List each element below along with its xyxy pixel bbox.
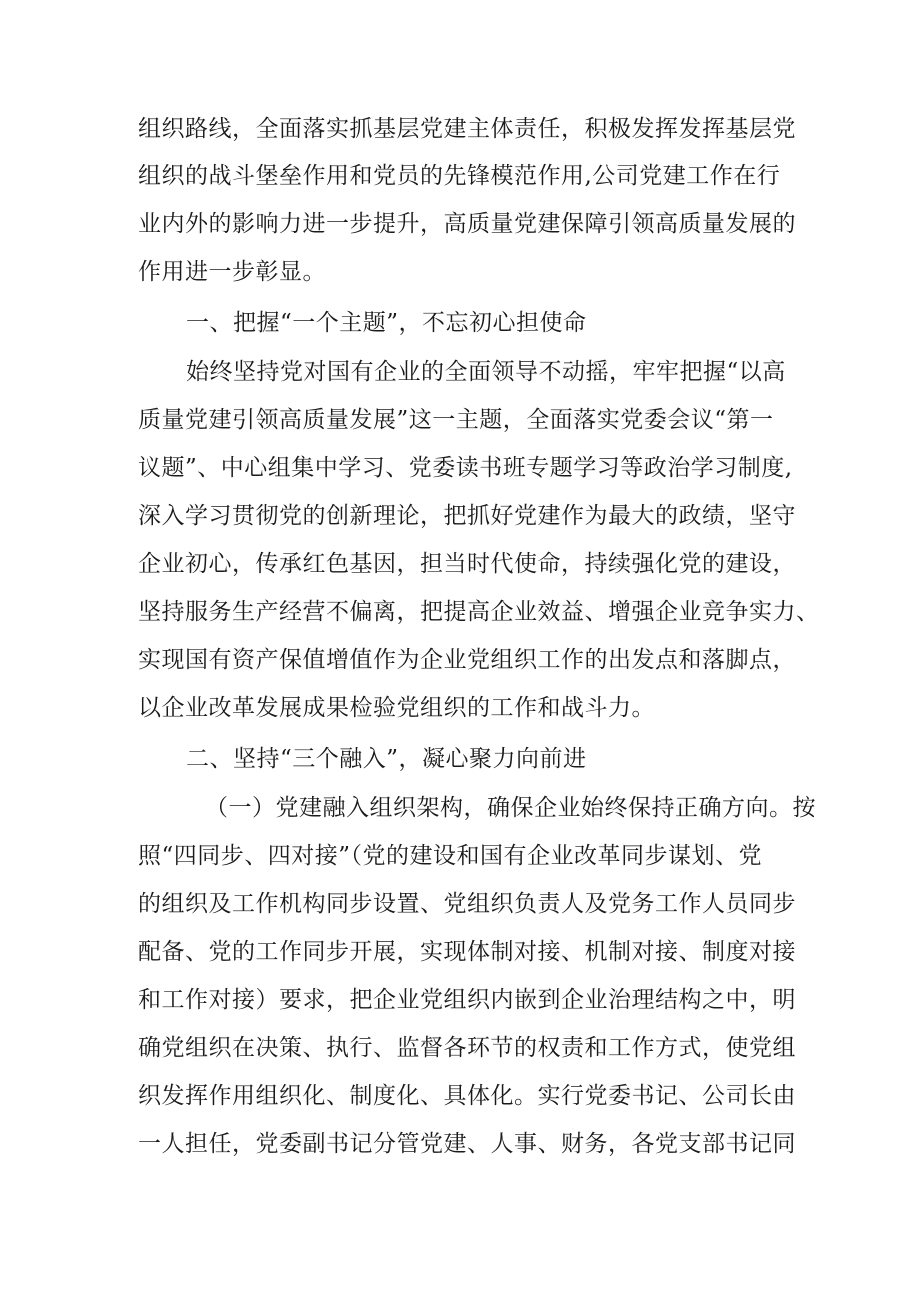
body-text-line: 议题”、中心组集中学习、党委读书班专题学习等政治学习制度, [138, 455, 793, 481]
body-text-line: 确党组织在决策、执行、监督各环节的权责和工作方式，使党组 [138, 1035, 796, 1061]
body-text-line: 织发挥作用组织化、制度化、具体化。实行党委书记、公司长由 [138, 1083, 796, 1109]
body-text-line: 组织路线，全面落实抓基层党建主体责任，积极发挥发挥基层党 [138, 116, 796, 142]
body-text-line: 以企业改革发展成果检验党组织的工作和战斗力。 [138, 695, 655, 721]
body-text-line: 深入学习贯彻党的创新理论，把抓好党建作为最大的政绩，坚守 [138, 503, 796, 529]
body-text-line: 组织的战斗堡垒作用和党员的先锋模范作用,公司党建工作在行 [138, 163, 781, 189]
section-heading-1: 一、把握“一个主题”，不忘初心担使命 [186, 310, 587, 336]
section-heading-2: 二、坚持“三个融入”，凝心聚力向前进 [186, 746, 587, 772]
body-text-line: 一人担任，党委副书记分管党建、人事、财务，各党支部书记同 [138, 1131, 796, 1157]
body-text-line: 坚持服务生产经营不偏离，把提高企业效益、增强企业竞争实力、 [138, 599, 820, 625]
body-text-line: 业内外的影响力进一步提升，高质量党建保障引领高质量发展的 [138, 211, 796, 237]
body-text-line: 照“四同步、四对接”（党的建设和国有企业改革同步谋划、党 [138, 843, 763, 869]
body-text-line: 始终坚持党对国有企业的全面领导不动摇，牢牢把握“以高 [186, 359, 786, 385]
body-text-line: 的组织及工作机构同步设置、党组织负责人及党务工作人员同步 [138, 891, 796, 917]
body-text-line: 实现国有资产保值增值作为企业党组织工作的出发点和落脚点， [138, 647, 796, 673]
body-text-line: 作用进一步彰显。 [138, 259, 326, 285]
body-text-line: 企业初心，传承红色基因，担当时代使命，持续强化党的建设， [138, 551, 796, 577]
body-text-line: 和工作对接）要求，把企业党组织内嵌到企业治理结构之中，明 [138, 987, 796, 1013]
body-text-line: 质量党建引领高质量发展”这一主题，全面落实党委会议“第一 [138, 407, 774, 433]
body-text-line: 配备、党的工作同步开展，实现体制对接、机制对接、制度对接 [138, 939, 796, 965]
subsection-text-line: （一）党建融入组织架构，确保企业始终保持正确方向。按 [205, 795, 816, 821]
